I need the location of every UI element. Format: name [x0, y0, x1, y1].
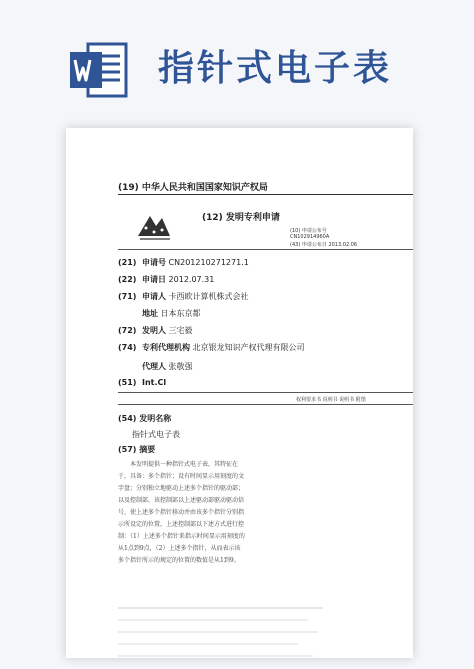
invention-title: 指针式电子表 — [132, 430, 180, 439]
field-row: (71) 申请人 卡西欧计算机株式会社 — [118, 292, 249, 301]
abstract-figure — [118, 606, 328, 658]
patent-page — [66, 128, 413, 658]
abstract-line: 以及控制部，该控制部以上述驱动部驱动驱动信 — [118, 497, 245, 504]
document-type: (12) 发明专利申请 — [202, 213, 280, 223]
abstract-line: 字盘；分别独立地驱动上述多个指针的驱动部； — [118, 485, 245, 492]
field-row: (72) 发明人 三宅毅 — [118, 326, 193, 335]
field-row: (22) 申请日 2012.07.31 — [118, 275, 215, 284]
publication-date: (43) 申请公布日 2013.02.06 — [290, 242, 358, 248]
header — [0, 0, 474, 118]
abstract-line: 示所设定的位置，上述控制部以下述方式进行控 — [118, 521, 245, 528]
abstract-line: 于，具备：多个指针；设有时间显示用刻度的文 — [118, 473, 245, 480]
word-document-icon — [66, 38, 130, 102]
section-rule — [118, 404, 413, 405]
abstract-line: 号，使上述多个指针移动并由该多个指针分别指 — [118, 509, 245, 516]
header-rule — [118, 194, 413, 195]
publication-number: CN102914960A — [290, 234, 330, 240]
invention-title-heading: (54) 发明名称 — [118, 414, 172, 423]
issuing-authority: (19) 中华人民共和国国家知识产权局 — [118, 183, 268, 193]
page-count-meta: 权利要求书 说明书 说明书 附图 — [296, 397, 366, 403]
field-row: (74) 专利代理机构 北京银龙知识产权代理有限公司 — [118, 343, 305, 352]
field-row: 地址 日本东京都 — [142, 309, 201, 318]
field-row: (51) Int.Cl — [118, 378, 167, 387]
abstract-line: 从1点到9点，（2）上述多个指针，从而表示该 — [118, 545, 241, 552]
cnipa-logo — [134, 208, 174, 244]
abstract-line: 制：（1）上述多个指针来指示时间显示用刻度的 — [118, 533, 245, 540]
section-rule — [118, 392, 413, 393]
field-row: 代理人 张敬强 — [142, 362, 193, 371]
publication-number-label: (10) 申请公布号 — [290, 228, 327, 234]
abstract-line: 多个指针所示的规定的位置的数值是从1到9。 — [118, 557, 240, 564]
meta-rule — [118, 249, 413, 250]
field-row: (21) 申请号 CN201210271271.1 — [118, 258, 249, 267]
document-title: 指针式电子表 — [158, 48, 393, 89]
abstract-text — [118, 459, 323, 567]
abstract-line: 本发明提供一种指针式电子表，其特征在 — [130, 461, 239, 468]
abstract-heading: (57) 摘要 — [118, 445, 156, 454]
